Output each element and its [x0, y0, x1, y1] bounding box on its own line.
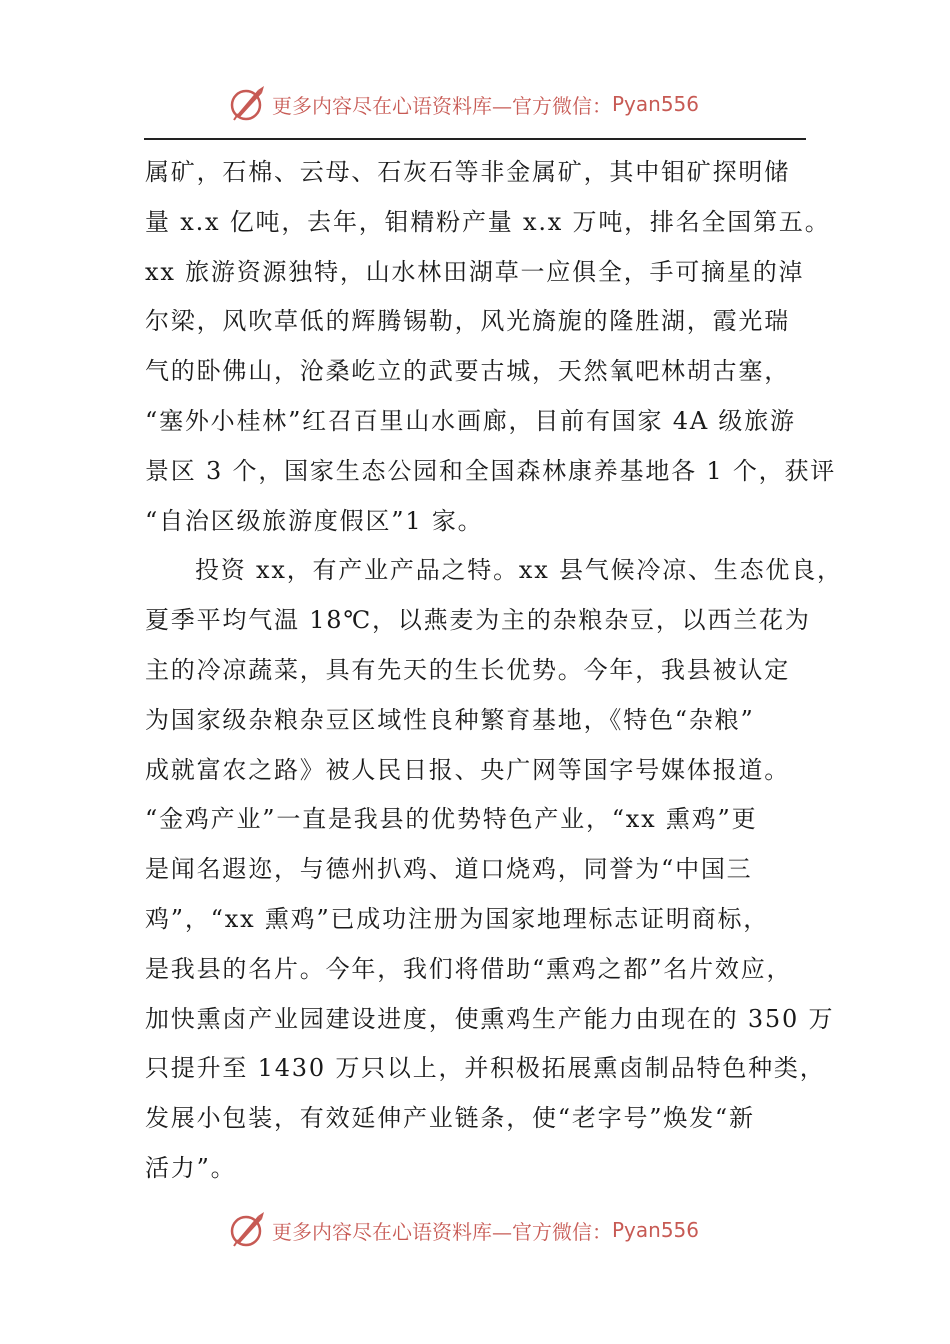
text-line: xx 旅游资源独特，山水林田湖草一应俱全，手可摘星的淖 [145, 257, 805, 286]
text-line: 景区 3 个，国家生态公园和全国森林康养基地各 1 个，获评 [145, 456, 837, 485]
text-line: 加快熏卤产业园建设进度，使熏鸡生产能力由现在的 350 万 [145, 1004, 835, 1033]
text-line: 夏季平均气温 18℃，以燕麦为主的杂粮杂豆，以西兰花为 [145, 606, 811, 635]
footer-banner [228, 1208, 699, 1252]
document-body [145, 148, 843, 1194]
text-line: 是闻名遐迩，与德州扒鸡、道口烧鸡，同誉为“中国三 [145, 855, 753, 884]
text-line: “金鸡产业”一直是我县的优势特色产业，“xx 熏鸡”更 [145, 805, 758, 834]
text-line: “塞外小桂林”红召百里山水画廊，目前有国家 4A 级旅游 [145, 406, 796, 435]
header-divider [144, 138, 806, 140]
text-line: 属矿，石棉、云母、石灰石等非金属矿，其中钼矿探明储 [145, 158, 790, 186]
text-line: “自治区级旅游度假区”1 家。 [145, 506, 484, 535]
paragraph-start-line: 投资 xx，有产业产品之特。xx 县气候冷凉、生态优良， [195, 556, 843, 585]
text-line: 鸡”，“xx 熏鸡”已成功注册为国家地理标志证明商标， [145, 904, 770, 933]
header-banner [228, 82, 699, 126]
quill-pen-circle-icon [228, 1210, 268, 1250]
text-line: 为国家级杂粮杂豆区域性良种繁育基地，《特色“杂粮” [145, 705, 755, 734]
text-line: 活力”。 [145, 1153, 237, 1182]
footer-banner-text: 更多内容尽在心语资料库—官方微信： [272, 1219, 612, 1244]
text-line: 是我县的名片。今年，我们将借助“熏鸡之都”名片效应， [145, 954, 793, 983]
text-line: 主的冷凉蔬菜，具有先天的生长优势。今年，我县被认定 [145, 655, 790, 684]
text-line: 只提升至 1430 万只以上，并积极拓展熏卤制品特色种类， [145, 1054, 826, 1083]
footer-wechat-id: Pyan556 [612, 1218, 700, 1242]
header-banner-text: 更多内容尽在心语资料库—官方微信： [272, 93, 612, 118]
text-line: 量 x.x 亿吨，去年，钼精粉产量 x.x 万吨，排名全国第五。 [145, 207, 831, 236]
text-line: 发展小包装，有效延伸产业链条，使“老字号”焕发“新 [145, 1104, 755, 1133]
header-wechat-id: Pyan556 [612, 92, 700, 116]
text-line: 成就富农之路》被人民日报、央广网等国字号媒体报道。 [145, 755, 790, 784]
text-line: 尔梁，风吹草低的辉腾锡勒，风光旖旎的隆胜湖，霞光瑞 [145, 307, 790, 336]
text-line: 气的卧佛山，沧桑屹立的武要古城，天然氧吧林胡古塞， [145, 357, 790, 386]
quill-pen-circle-icon [228, 84, 268, 124]
